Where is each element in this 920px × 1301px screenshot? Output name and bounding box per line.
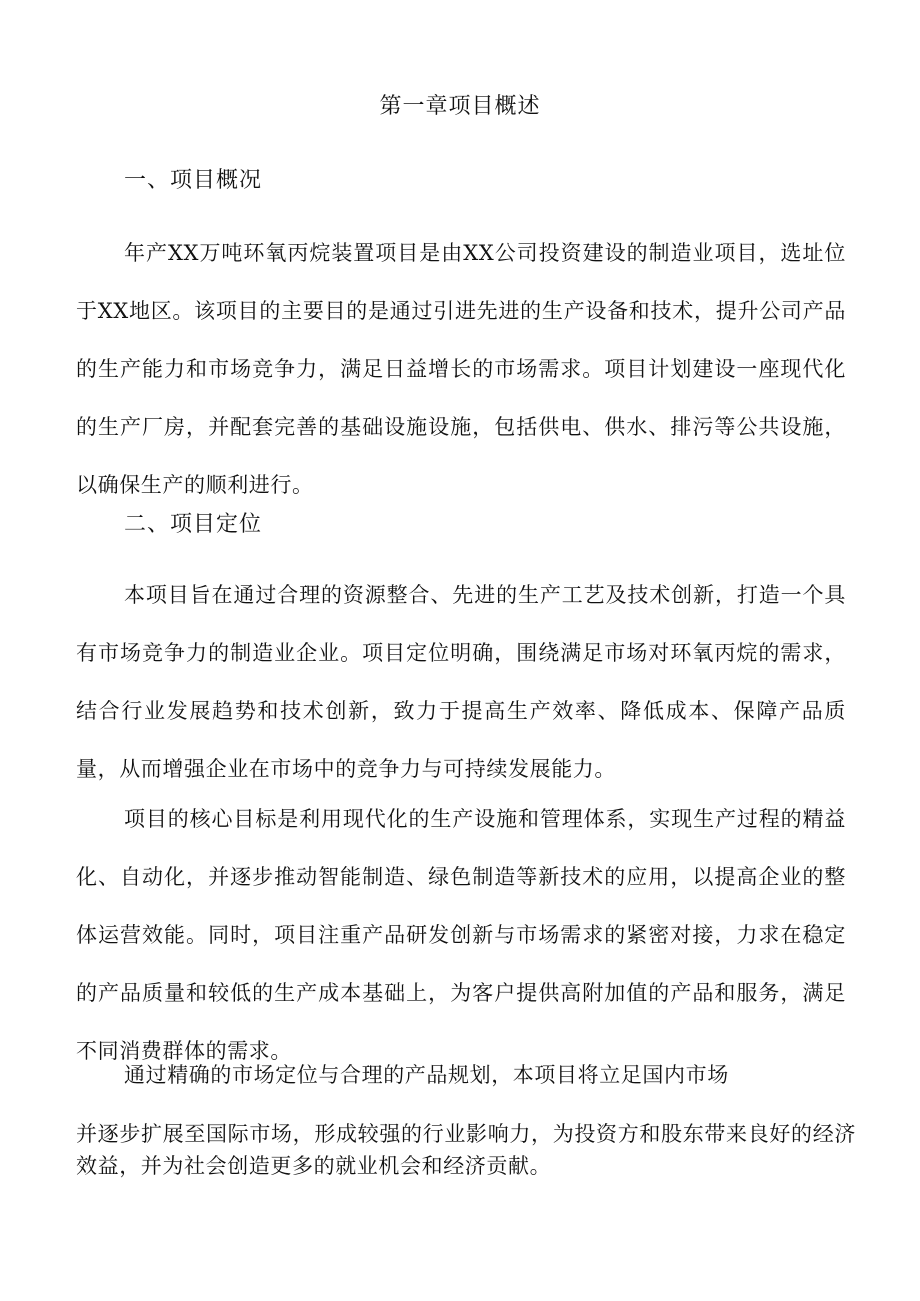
section-heading-overview: 一、项目概况 (124, 168, 263, 193)
paragraph-overview: 年产XX万吨环氧丙烷装置项目是由XX公司投资建设的制造业项目，选址位于XX地区。该项目的主要目的是通过引进先进的生产设备和技术，提升公司产品的生产能力和市场竞争力，满足日益增长的市场需求。项目计划建设一座现代化的生产厂房，并配套完善的基础设施设施，包括供电、供水、排污等公共设施，以确保生产的顺利进行。 (76, 241, 846, 497)
paragraph-positioning-3-rest: 并逐步扩展至国际市场，形成较强的行业影响力，为投资方和股东带来良好的经济效益，并为社会创造更多的就业机会和经济贡献。 (76, 1122, 856, 1178)
paragraph-positioning-1: 本项目旨在通过合理的资源整合、先进的生产工艺及技术创新，打造一个具有市场竞争力的制造业企业。项目定位明确，围绕满足市场对环氧丙烷的需求，结合行业发展趋势和技术创新，致力于提高生产效率、降低成本、保障产品质量，从而增强企业在市场中的竞争力与可持续发展能力。 (76, 583, 846, 781)
paragraph-positioning-3-first-line: 通过精确的市场定位与合理的产品规划，本项目将立足国内市场 (124, 1063, 729, 1087)
chapter-title: 第一章项目概述 (379, 94, 541, 119)
section-heading-positioning: 二、项目定位 (124, 512, 263, 537)
paragraph-positioning-2: 项目的核心目标是利用现代化的生产设施和管理体系，实现生产过程的精益化、自动化，并逐步推动智能制造、绿色制造等新技术的应用，以提高企业的整体运营效能。同时，项目注重产品研发创新与市场需求的紧密对接，力求在稳定的产品质量和较低的生产成本基础上，为客户提供高附加值的产品和服务，满足不同消费群体的需求。 (76, 807, 846, 1063)
